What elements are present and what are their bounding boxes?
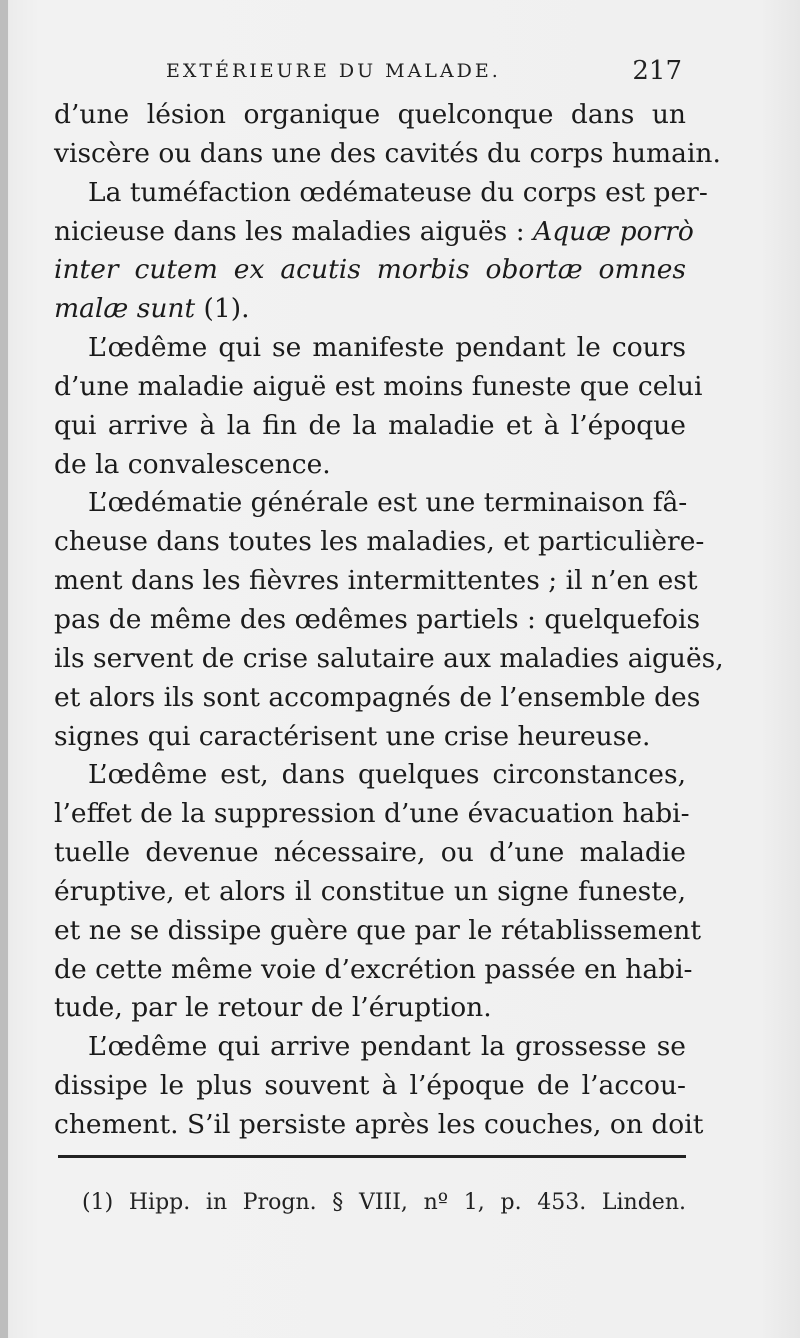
text-fragment: nicieuse dans les maladies aiguës : [54, 215, 534, 247]
text-line: d’une lésion organique quelconque dans un [54, 99, 686, 130]
footnote: (1) Hipp. in Progn. § VIII, nº 1, p. 453. Linden. [82, 1190, 686, 1215]
text-line: et alors ils sont accompagnés de l’ensemble des [54, 681, 701, 713]
text-line: signes qui caractérisent une crise heureuse. [54, 720, 651, 752]
text-line: pas de même des œdêmes partiels : quelquefois [54, 603, 701, 635]
text-line: L’œdême qui arrive pendant la grossesse se [88, 1031, 686, 1063]
text-line: qui arrive à la fin de la maladie et à l’époque [54, 409, 686, 441]
text-line [54, 213, 694, 252]
italic-latin-text: Aquæ porrò [533, 215, 694, 247]
text-line: L’œdême qui se manifeste pendant le cours [88, 332, 686, 364]
text-line: ment dans les fièvres intermittentes ; il n’en est [54, 565, 698, 597]
text-line [54, 251, 686, 290]
text-line [54, 290, 686, 329]
text-line: de la convalescence. [54, 448, 331, 480]
text-line: ils servent de crise salutaire aux maladies aiguës, [54, 642, 724, 674]
text-line: tuelle devenue nécessaire, ou d’une maladie [54, 837, 686, 869]
footnote-divider [58, 1155, 686, 1158]
text-line: cheuse dans toutes les maladies, et particulière- [54, 526, 705, 558]
text-line: éruptive, et alors il constitue un signe funeste, [54, 875, 686, 907]
footnote-reference: (1). [195, 293, 250, 325]
text-line: chement. S’il persiste après les couches, on doit [54, 1108, 704, 1140]
text-line: d’une maladie aiguë est moins funeste que celui [54, 370, 703, 402]
text-line: viscère ou dans une des cavités du corps humain. [54, 137, 721, 169]
page-header [54, 52, 686, 92]
text-line: La tuméfaction œdémateuse du corps est per- [88, 176, 708, 208]
page-gutter [0, 0, 8, 1338]
running-head: EXTÉRIEURE DU MALADE. [166, 60, 501, 82]
italic-latin-text: inter cutem ex acutis morbis obortæ omnes [54, 254, 686, 286]
text-line: et ne se dissipe guère que par le rétablissement [54, 914, 701, 946]
text-line: L’œdême est, dans quelques circonstances, [88, 759, 686, 791]
text-line: tude, par le retour de l’éruption. [54, 992, 492, 1024]
page-number: 217 [632, 56, 682, 86]
text-line: dissipe le plus souvent à l’époque de l’accou- [54, 1070, 686, 1102]
body-text [54, 96, 724, 1145]
text-line: de cette même voie d’excrétion passée en habi- [54, 953, 693, 985]
italic-latin-text: malæ sunt [54, 293, 196, 325]
text-line: L’œdématie générale est une terminaison fâ- [88, 487, 688, 519]
text-line: l’effet de la suppression d’une évacuation habi- [54, 798, 690, 830]
